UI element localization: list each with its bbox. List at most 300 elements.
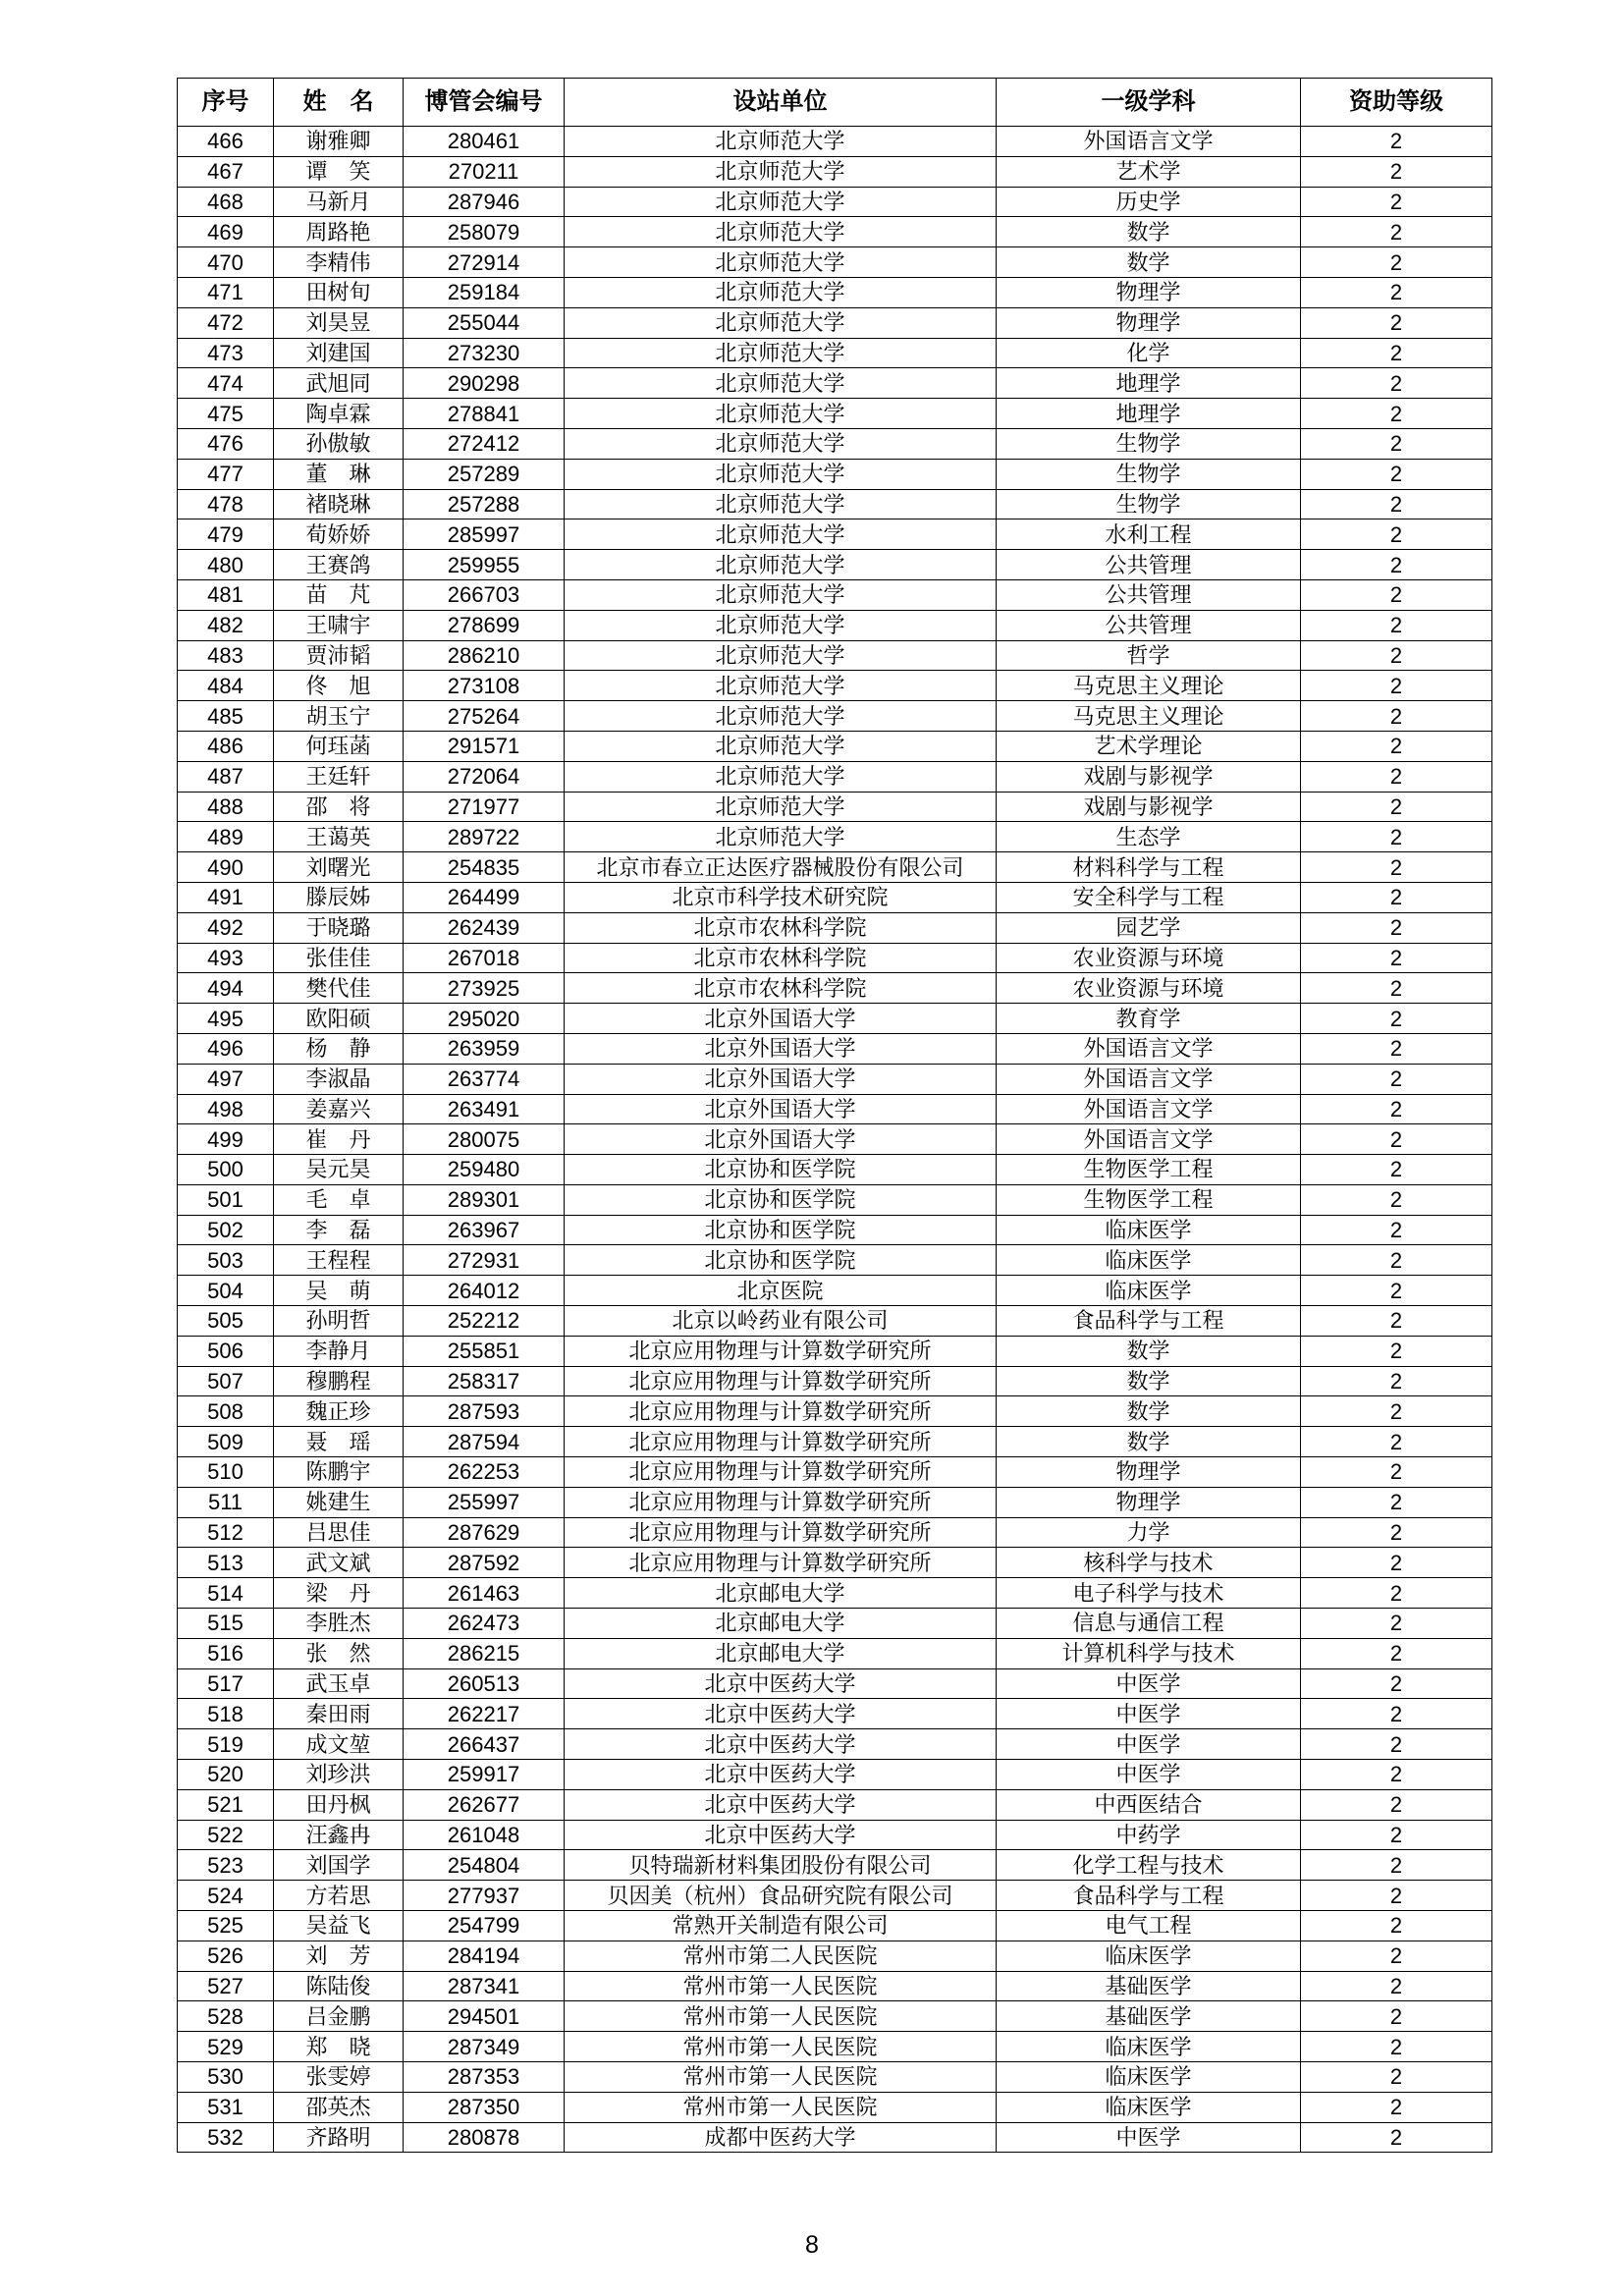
cell-name: 杨 静 (274, 1033, 404, 1064)
cell-grade: 2 (1301, 1638, 1492, 1668)
cell-grade: 2 (1301, 459, 1492, 489)
table-row (178, 127, 1492, 157)
cell-id: 287341 (404, 1971, 565, 2001)
cell-institution: 北京师范大学 (565, 247, 997, 278)
cell-id: 263774 (404, 1064, 565, 1094)
cell-serial: 466 (178, 127, 274, 157)
cell-institution: 北京邮电大学 (565, 1609, 997, 1639)
cell-discipline: 中医学 (997, 1699, 1301, 1729)
funding-table (177, 78, 1492, 2153)
cell-discipline: 戏剧与影视学 (997, 792, 1301, 822)
cell-discipline: 生物学 (997, 459, 1301, 489)
cell-id: 278699 (404, 610, 565, 640)
table-row (178, 1427, 1492, 1457)
cell-serial: 513 (178, 1548, 274, 1578)
cell-name: 李胜杰 (274, 1609, 404, 1639)
cell-name: 成文堃 (274, 1729, 404, 1760)
cell-discipline: 哲学 (997, 640, 1301, 671)
cell-serial: 468 (178, 187, 274, 217)
cell-name: 王蔼英 (274, 822, 404, 852)
cell-grade: 2 (1301, 1094, 1492, 1124)
cell-institution: 北京师范大学 (565, 792, 997, 822)
cell-name: 武文斌 (274, 1548, 404, 1578)
cell-id: 272931 (404, 1245, 565, 1276)
cell-serial: 531 (178, 2092, 274, 2122)
cell-serial: 483 (178, 640, 274, 671)
cell-serial: 516 (178, 1638, 274, 1668)
table-row (178, 247, 1492, 278)
cell-institution: 北京市春立正达医疗器械股份有限公司 (565, 852, 997, 883)
table-row (178, 1366, 1492, 1396)
cell-id: 259480 (404, 1155, 565, 1185)
cell-id: 264499 (404, 882, 565, 912)
cell-grade: 2 (1301, 368, 1492, 399)
table-row (178, 217, 1492, 247)
cell-institution: 北京师范大学 (565, 428, 997, 459)
cell-name: 刘 芳 (274, 1941, 404, 1971)
table-row (178, 1638, 1492, 1668)
table-row (178, 2032, 1492, 2062)
table-row (178, 1609, 1492, 1639)
cell-grade: 2 (1301, 187, 1492, 217)
table-row (178, 156, 1492, 187)
cell-serial: 530 (178, 2062, 274, 2093)
table-row (178, 1941, 1492, 1971)
cell-grade: 2 (1301, 489, 1492, 519)
table-row (178, 2092, 1492, 2122)
table-row (178, 1971, 1492, 2001)
cell-institution: 北京应用物理与计算数学研究所 (565, 1517, 997, 1548)
cell-discipline: 数学 (997, 1336, 1301, 1366)
cell-name: 董 琳 (274, 459, 404, 489)
cell-grade: 2 (1301, 1366, 1492, 1396)
cell-serial: 509 (178, 1427, 274, 1457)
cell-name: 王程程 (274, 1245, 404, 1276)
cell-name: 齐路明 (274, 2122, 404, 2153)
cell-name: 何珏菡 (274, 731, 404, 761)
cell-name: 王啸宇 (274, 610, 404, 640)
cell-id: 272914 (404, 247, 565, 278)
cell-institution: 北京师范大学 (565, 761, 997, 792)
cell-grade: 2 (1301, 2092, 1492, 2122)
cell-id: 254799 (404, 1911, 565, 1941)
cell-grade: 2 (1301, 2032, 1492, 2062)
cell-grade: 2 (1301, 1427, 1492, 1457)
cell-institution: 北京协和医学院 (565, 1155, 997, 1185)
cell-grade: 2 (1301, 2062, 1492, 2093)
cell-id: 287593 (404, 1396, 565, 1427)
cell-grade: 2 (1301, 731, 1492, 761)
cell-institution: 北京应用物理与计算数学研究所 (565, 1427, 997, 1457)
cell-id: 257289 (404, 459, 565, 489)
cell-name: 郑 晓 (274, 2032, 404, 2062)
table-row (178, 579, 1492, 610)
cell-serial: 521 (178, 1789, 274, 1820)
cell-discipline: 临床医学 (997, 2032, 1301, 2062)
cell-discipline: 电气工程 (997, 1911, 1301, 1941)
cell-name: 陶卓霖 (274, 399, 404, 429)
cell-name: 李精伟 (274, 247, 404, 278)
cell-serial: 512 (178, 1517, 274, 1548)
cell-discipline: 化学工程与技术 (997, 1850, 1301, 1881)
cell-serial: 476 (178, 428, 274, 459)
cell-id: 271977 (404, 792, 565, 822)
table-row (178, 1276, 1492, 1306)
cell-grade: 2 (1301, 277, 1492, 307)
cell-grade: 2 (1301, 943, 1492, 973)
cell-id: 295020 (404, 1004, 565, 1034)
cell-serial: 526 (178, 1941, 274, 1971)
cell-institution: 北京外国语大学 (565, 1064, 997, 1094)
cell-serial: 523 (178, 1850, 274, 1881)
cell-institution: 北京师范大学 (565, 187, 997, 217)
cell-name: 陈陆俊 (274, 1971, 404, 2001)
cell-id: 277937 (404, 1881, 565, 1911)
header-id: 博管会编号 (404, 79, 565, 127)
cell-grade: 2 (1301, 1155, 1492, 1185)
cell-serial: 487 (178, 761, 274, 792)
cell-serial: 500 (178, 1155, 274, 1185)
cell-serial: 490 (178, 852, 274, 883)
cell-name: 方若思 (274, 1881, 404, 1911)
cell-institution: 北京中医药大学 (565, 1760, 997, 1790)
cell-discipline: 中药学 (997, 1820, 1301, 1850)
cell-name: 邵 将 (274, 792, 404, 822)
cell-grade: 2 (1301, 792, 1492, 822)
cell-serial: 496 (178, 1033, 274, 1064)
cell-discipline: 农业资源与环境 (997, 973, 1301, 1004)
cell-name: 胡玉宁 (274, 701, 404, 732)
cell-name: 李 磊 (274, 1215, 404, 1245)
cell-grade: 2 (1301, 1306, 1492, 1337)
cell-institution: 北京师范大学 (565, 338, 997, 368)
table-row (178, 1306, 1492, 1337)
cell-institution: 北京以岭药业有限公司 (565, 1306, 997, 1337)
cell-name: 汪鑫冉 (274, 1820, 404, 1850)
cell-id: 273108 (404, 671, 565, 701)
cell-serial: 511 (178, 1487, 274, 1517)
table-row (178, 1064, 1492, 1094)
cell-id: 255997 (404, 1487, 565, 1517)
cell-name: 陈鹏宇 (274, 1457, 404, 1488)
table-row (178, 731, 1492, 761)
cell-name: 贾沛韬 (274, 640, 404, 671)
cell-discipline: 生态学 (997, 822, 1301, 852)
cell-name: 田树旬 (274, 277, 404, 307)
cell-serial: 485 (178, 701, 274, 732)
cell-serial: 491 (178, 882, 274, 912)
cell-serial: 522 (178, 1820, 274, 1850)
cell-institution: 北京应用物理与计算数学研究所 (565, 1366, 997, 1396)
cell-id: 261463 (404, 1578, 565, 1609)
cell-id: 257288 (404, 489, 565, 519)
cell-serial: 499 (178, 1124, 274, 1155)
cell-institution: 北京师范大学 (565, 640, 997, 671)
cell-id: 259184 (404, 277, 565, 307)
cell-serial: 469 (178, 217, 274, 247)
cell-serial: 524 (178, 1881, 274, 1911)
table-row (178, 1155, 1492, 1185)
cell-grade: 2 (1301, 1850, 1492, 1881)
cell-grade: 2 (1301, 882, 1492, 912)
table-row (178, 761, 1492, 792)
cell-name: 姜嘉兴 (274, 1094, 404, 1124)
cell-discipline: 园艺学 (997, 912, 1301, 943)
cell-serial: 527 (178, 1971, 274, 2001)
table-row (178, 1578, 1492, 1609)
cell-discipline: 外国语言文学 (997, 1124, 1301, 1155)
cell-serial: 477 (178, 459, 274, 489)
cell-grade: 2 (1301, 1064, 1492, 1094)
table-row (178, 489, 1492, 519)
cell-discipline: 中西医结合 (997, 1789, 1301, 1820)
cell-grade: 2 (1301, 822, 1492, 852)
cell-discipline: 水利工程 (997, 519, 1301, 550)
cell-name: 刘昊昱 (274, 307, 404, 338)
cell-grade: 2 (1301, 1336, 1492, 1366)
table-row (178, 277, 1492, 307)
cell-name: 张佳佳 (274, 943, 404, 973)
cell-id: 261048 (404, 1820, 565, 1850)
cell-id: 272412 (404, 428, 565, 459)
cell-institution: 常州市第一人民医院 (565, 2062, 997, 2093)
cell-discipline: 临床医学 (997, 1276, 1301, 1306)
cell-id: 280075 (404, 1124, 565, 1155)
cell-grade: 2 (1301, 1215, 1492, 1245)
table-row (178, 943, 1492, 973)
cell-name: 李静月 (274, 1336, 404, 1366)
cell-serial: 482 (178, 610, 274, 640)
cell-grade: 2 (1301, 1699, 1492, 1729)
cell-serial: 528 (178, 2001, 274, 2032)
cell-institution: 北京中医药大学 (565, 1729, 997, 1760)
table-row (178, 2062, 1492, 2093)
cell-discipline: 基础医学 (997, 2001, 1301, 2032)
cell-serial: 504 (178, 1276, 274, 1306)
cell-grade: 2 (1301, 640, 1492, 671)
table-row (178, 671, 1492, 701)
table-row (178, 973, 1492, 1004)
table-row (178, 550, 1492, 580)
table-row (178, 912, 1492, 943)
cell-institution: 北京师范大学 (565, 671, 997, 701)
header-name: 姓 名 (274, 79, 404, 127)
cell-id: 273230 (404, 338, 565, 368)
cell-serial: 481 (178, 579, 274, 610)
cell-grade: 2 (1301, 1396, 1492, 1427)
cell-name: 刘曙光 (274, 852, 404, 883)
table-row (178, 1396, 1492, 1427)
table-row (178, 459, 1492, 489)
cell-name: 谢雅卿 (274, 127, 404, 157)
cell-grade: 2 (1301, 701, 1492, 732)
cell-grade: 2 (1301, 579, 1492, 610)
table-row (178, 1487, 1492, 1517)
cell-institution: 北京市科学技术研究院 (565, 882, 997, 912)
cell-serial: 495 (178, 1004, 274, 1034)
cell-grade: 2 (1301, 1004, 1492, 1034)
cell-grade: 2 (1301, 1881, 1492, 1911)
cell-institution: 北京应用物理与计算数学研究所 (565, 1336, 997, 1366)
cell-serial: 492 (178, 912, 274, 943)
cell-discipline: 临床医学 (997, 2062, 1301, 2093)
cell-grade: 2 (1301, 610, 1492, 640)
cell-serial: 515 (178, 1609, 274, 1639)
cell-name: 武玉卓 (274, 1668, 404, 1699)
cell-discipline: 核科学与技术 (997, 1548, 1301, 1578)
cell-institution: 北京师范大学 (565, 579, 997, 610)
cell-serial: 505 (178, 1306, 274, 1337)
table-row (178, 307, 1492, 338)
cell-name: 荀娇娇 (274, 519, 404, 550)
cell-id: 252212 (404, 1306, 565, 1337)
cell-institution: 北京市农林科学院 (565, 943, 997, 973)
cell-discipline: 数学 (997, 1366, 1301, 1396)
cell-grade: 2 (1301, 217, 1492, 247)
cell-name: 周路艳 (274, 217, 404, 247)
cell-discipline: 艺术学理论 (997, 731, 1301, 761)
header-row (178, 79, 1492, 127)
cell-id: 289722 (404, 822, 565, 852)
cell-id: 262217 (404, 1699, 565, 1729)
cell-name: 张 然 (274, 1638, 404, 1668)
cell-id: 264012 (404, 1276, 565, 1306)
cell-discipline: 中医学 (997, 1668, 1301, 1699)
cell-discipline: 食品科学与工程 (997, 1306, 1301, 1337)
header-serial: 序号 (178, 79, 274, 127)
cell-institution: 北京师范大学 (565, 368, 997, 399)
cell-serial: 488 (178, 792, 274, 822)
cell-serial: 497 (178, 1064, 274, 1094)
cell-name: 马新月 (274, 187, 404, 217)
table-row (178, 1911, 1492, 1941)
cell-id: 254835 (404, 852, 565, 883)
cell-grade: 2 (1301, 550, 1492, 580)
table-row (178, 2001, 1492, 2032)
cell-institution: 北京师范大学 (565, 459, 997, 489)
cell-institution: 北京师范大学 (565, 701, 997, 732)
cell-id: 262253 (404, 1457, 565, 1488)
table-row (178, 1548, 1492, 1578)
cell-serial: 473 (178, 338, 274, 368)
cell-name: 姚建生 (274, 1487, 404, 1517)
cell-institution: 贝因美（杭州）食品研究院有限公司 (565, 1881, 997, 1911)
cell-discipline: 数学 (997, 1427, 1301, 1457)
cell-institution: 北京师范大学 (565, 731, 997, 761)
cell-serial: 489 (178, 822, 274, 852)
cell-institution: 北京市农林科学院 (565, 973, 997, 1004)
cell-id: 287594 (404, 1427, 565, 1457)
cell-institution: 北京医院 (565, 1276, 997, 1306)
table-body (178, 127, 1492, 2153)
cell-grade: 2 (1301, 973, 1492, 1004)
cell-institution: 北京应用物理与计算数学研究所 (565, 1396, 997, 1427)
cell-grade: 2 (1301, 671, 1492, 701)
cell-discipline: 地理学 (997, 368, 1301, 399)
cell-discipline: 外国语言文学 (997, 127, 1301, 157)
cell-grade: 2 (1301, 1760, 1492, 1790)
page-number: 8 (805, 2231, 819, 2259)
cell-discipline: 临床医学 (997, 2092, 1301, 2122)
cell-id: 259917 (404, 1760, 565, 1790)
cell-discipline: 物理学 (997, 307, 1301, 338)
cell-id: 267018 (404, 943, 565, 973)
cell-serial: 517 (178, 1668, 274, 1699)
cell-discipline: 数学 (997, 1396, 1301, 1427)
cell-id: 280878 (404, 2122, 565, 2153)
cell-grade: 2 (1301, 2122, 1492, 2153)
table-row (178, 701, 1492, 732)
cell-serial: 518 (178, 1699, 274, 1729)
cell-name: 李淑晶 (274, 1064, 404, 1094)
cell-name: 孙傲敏 (274, 428, 404, 459)
table-row (178, 640, 1492, 671)
cell-institution: 北京外国语大学 (565, 1094, 997, 1124)
cell-grade: 2 (1301, 428, 1492, 459)
cell-discipline: 物理学 (997, 1487, 1301, 1517)
cell-name: 武旭同 (274, 368, 404, 399)
cell-institution: 常州市第一人民医院 (565, 2092, 997, 2122)
cell-serial: 506 (178, 1336, 274, 1366)
header-grade: 资助等级 (1301, 79, 1492, 127)
cell-serial: 494 (178, 973, 274, 1004)
cell-discipline: 力学 (997, 1517, 1301, 1548)
cell-discipline: 中医学 (997, 1760, 1301, 1790)
cell-name: 刘建国 (274, 338, 404, 368)
cell-grade: 2 (1301, 307, 1492, 338)
cell-discipline: 外国语言文学 (997, 1094, 1301, 1124)
cell-institution: 北京师范大学 (565, 610, 997, 640)
table-row (178, 1760, 1492, 1790)
cell-grade: 2 (1301, 1971, 1492, 2001)
cell-serial: 529 (178, 2032, 274, 2062)
cell-discipline: 公共管理 (997, 550, 1301, 580)
table-row (178, 399, 1492, 429)
cell-id: 280461 (404, 127, 565, 157)
table-row (178, 1245, 1492, 1276)
table-row (178, 1215, 1492, 1245)
cell-id: 275264 (404, 701, 565, 732)
cell-institution: 北京中医药大学 (565, 1699, 997, 1729)
table-row (178, 1881, 1492, 1911)
cell-grade: 2 (1301, 156, 1492, 187)
cell-name: 苗 芃 (274, 579, 404, 610)
table-row (178, 1033, 1492, 1064)
cell-grade: 2 (1301, 2001, 1492, 2032)
cell-grade: 2 (1301, 127, 1492, 157)
cell-institution: 北京师范大学 (565, 550, 997, 580)
cell-id: 287350 (404, 2092, 565, 2122)
cell-institution: 北京外国语大学 (565, 1004, 997, 1034)
table-row (178, 1184, 1492, 1215)
cell-discipline: 食品科学与工程 (997, 1881, 1301, 1911)
cell-serial: 471 (178, 277, 274, 307)
cell-id: 284194 (404, 1941, 565, 1971)
cell-serial: 503 (178, 1245, 274, 1276)
cell-id: 263959 (404, 1033, 565, 1064)
cell-grade: 2 (1301, 1245, 1492, 1276)
cell-serial: 480 (178, 550, 274, 580)
cell-id: 270211 (404, 156, 565, 187)
cell-id: 272064 (404, 761, 565, 792)
cell-grade: 2 (1301, 1729, 1492, 1760)
cell-grade: 2 (1301, 852, 1492, 883)
table-row (178, 1094, 1492, 1124)
cell-discipline: 材料科学与工程 (997, 852, 1301, 883)
cell-serial: 467 (178, 156, 274, 187)
cell-grade: 2 (1301, 1668, 1492, 1699)
cell-id: 262439 (404, 912, 565, 943)
